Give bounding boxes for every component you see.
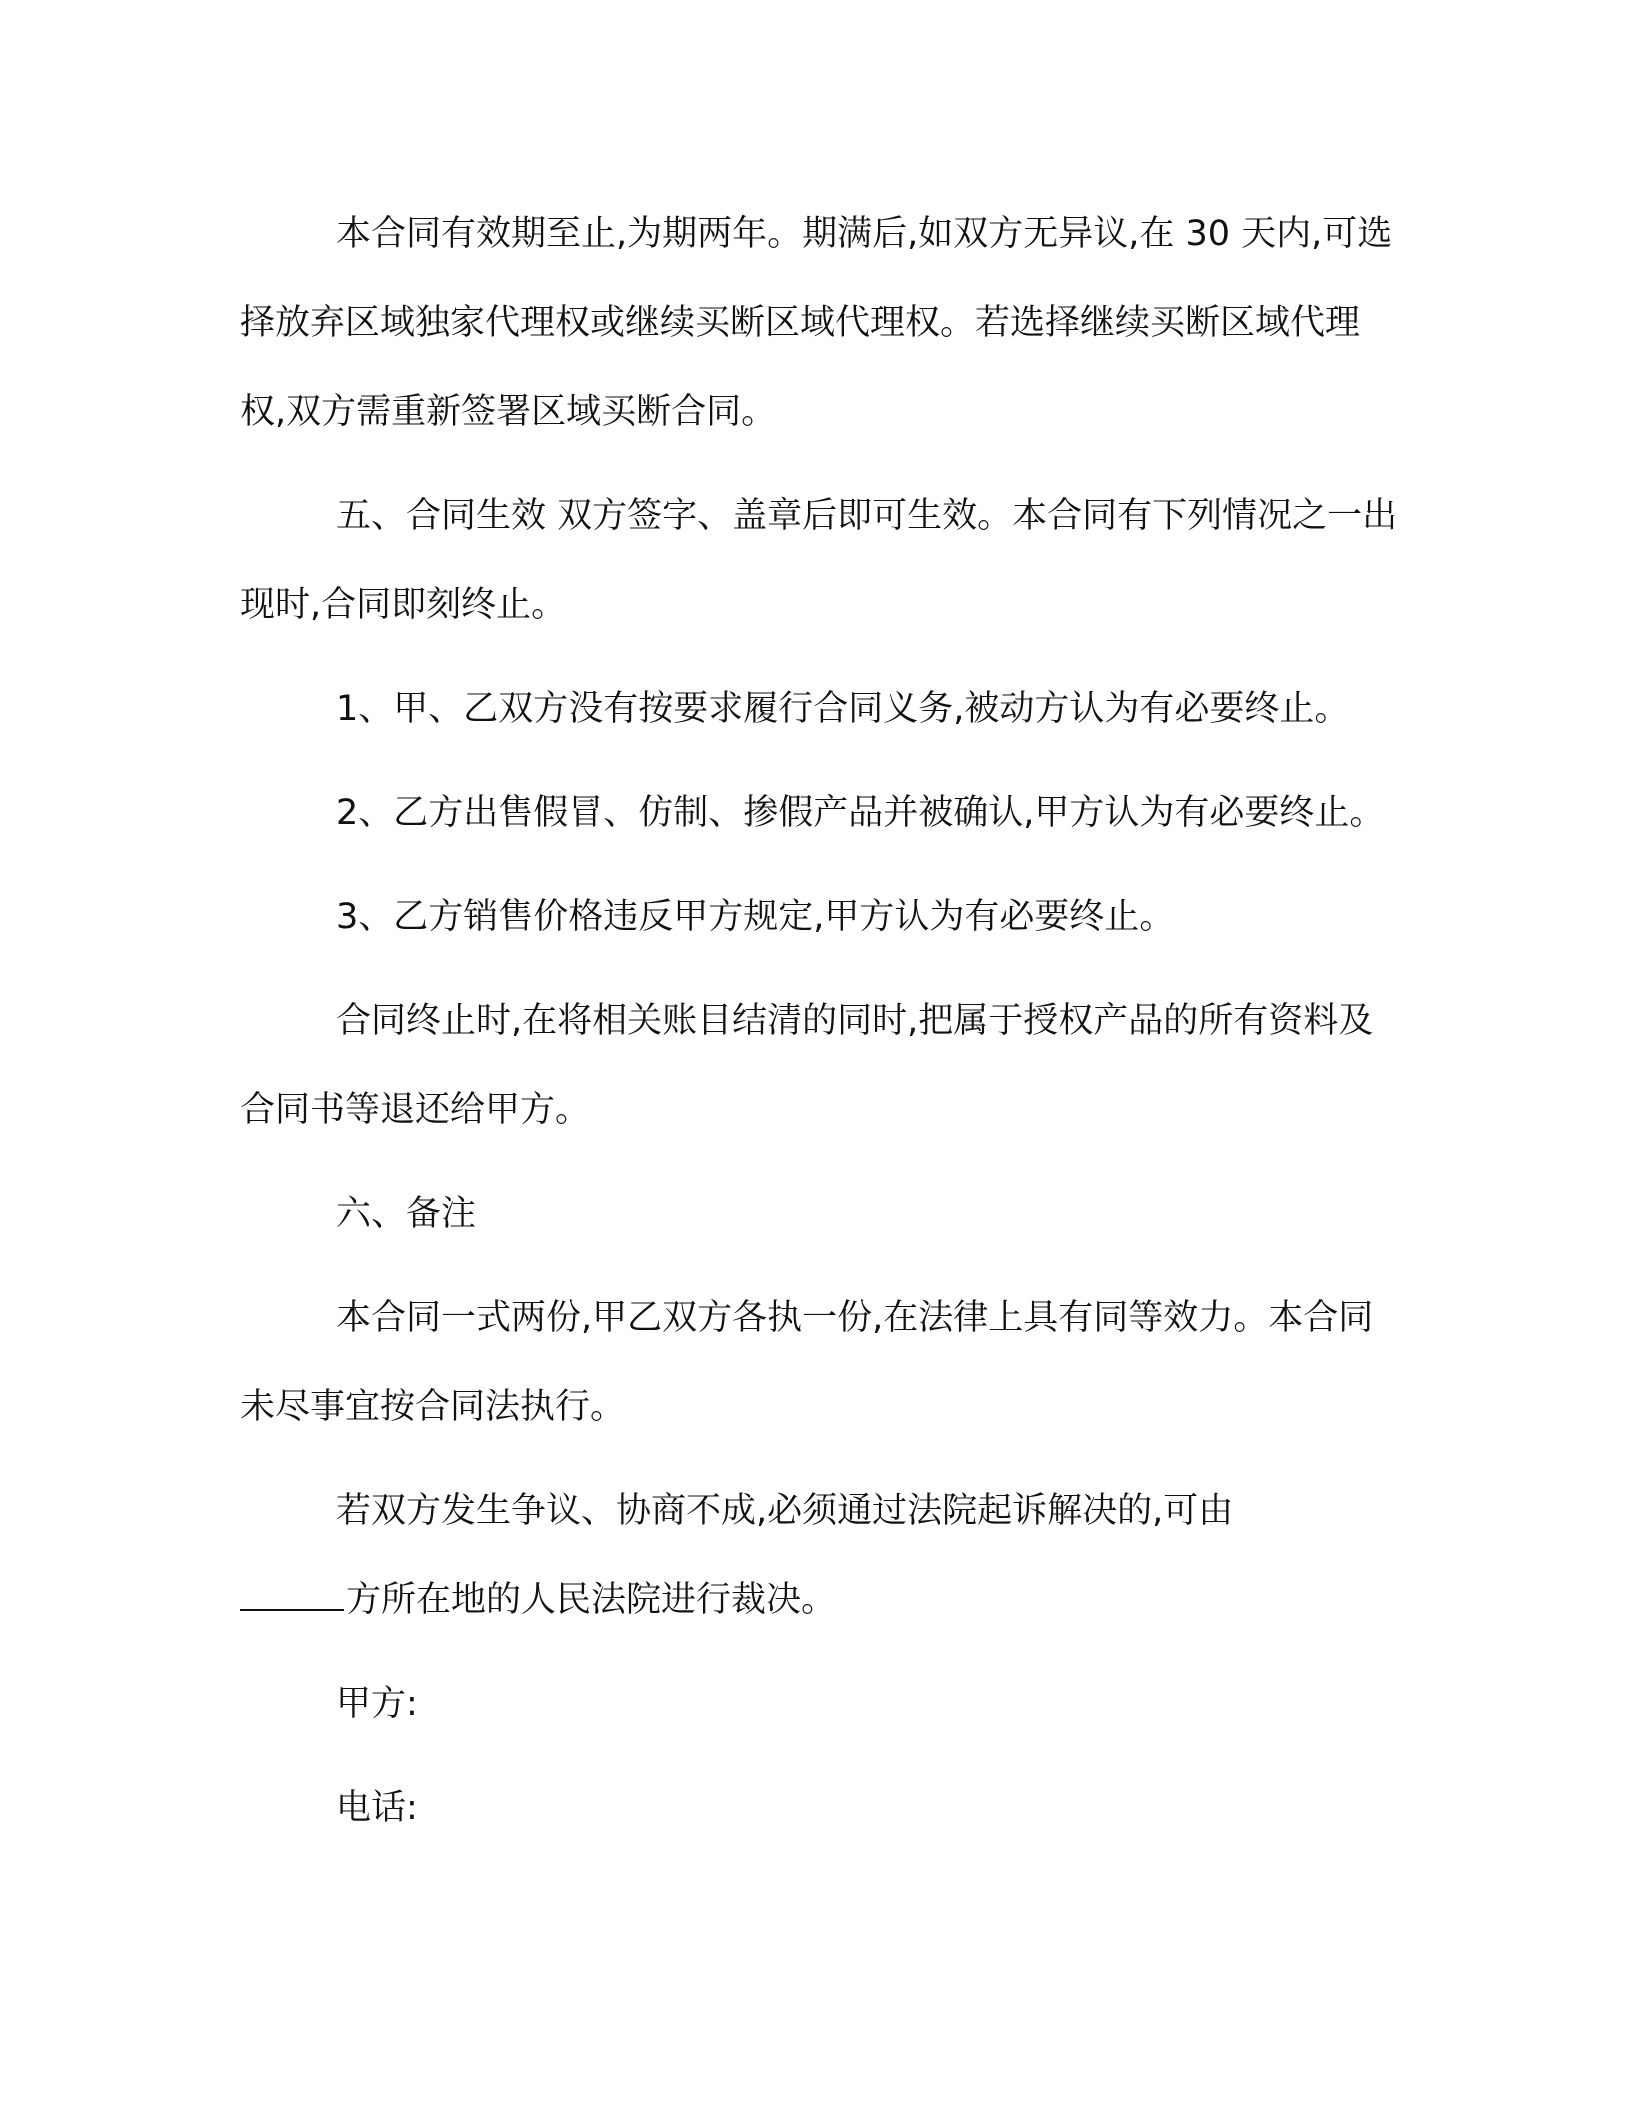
paragraph-termination-2: 2、乙方出售假冒、仿制、掺假产品并被确认,甲方认为有必要终止。	[336, 793, 1385, 833]
paragraph-contract-effect: 五、合同生效 双方签字、盖章后即可生效。本合同有下列情况之一出现时,合同即刻终止。	[240, 496, 1398, 625]
paragraph-termination-1: 1、甲、乙双方没有按要求履行合同义务,被动方认为有必要终止。	[336, 689, 1350, 729]
paragraph-termination-settlement: 合同终止时,在将相关账目结清的同时,把属于授权产品的所有资料及合同书等退还给甲方。	[240, 1001, 1374, 1130]
dispute-text-line1: 若双方发生争议、协商不成,必须通过法院起诉解决的,可由	[336, 1491, 1234, 1531]
paragraph-copies: 本合同一式两份,甲乙双方各执一份,在法律上具有同等效力。本合同未尽事宜按合同法执行。	[240, 1298, 1374, 1427]
paragraph-dispute	[240, 1467, 1400, 1645]
party-a-label: 甲方:	[336, 1684, 418, 1724]
dispute-text-line2: 方所在地的人民法院进行裁决。	[346, 1580, 837, 1620]
paragraph-validity-term: 本合同有效期至止,为期两年。期满后,如双方无异议,在 30 天内,可选择放弃区域独家代理权或继续买断区域代理权。若选择继续买断区域代理权,双方需重新签署区域买断合同。	[240, 214, 1393, 432]
paragraph-termination-3: 3、乙方销售价格违反甲方规定,甲方认为有必要终止。	[336, 897, 1175, 937]
phone-label: 电话:	[336, 1788, 418, 1828]
document-body	[240, 190, 1400, 1868]
blank-underline	[240, 1579, 344, 1611]
section-heading-remarks: 六、备注	[336, 1194, 477, 1234]
